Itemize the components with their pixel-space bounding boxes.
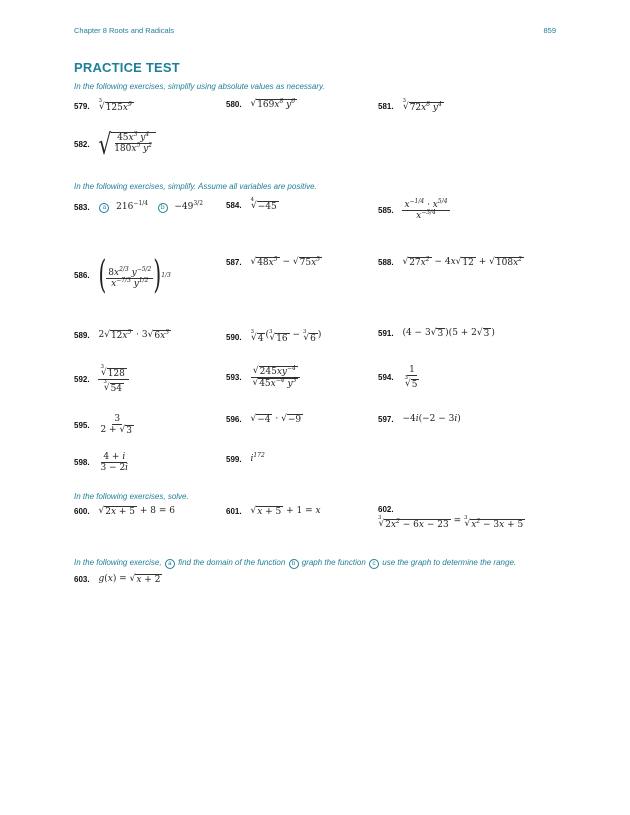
- problem-number: 595.: [74, 420, 90, 430]
- problem-591: [378, 328, 495, 339]
- math-expression: 2 √ $12x^5$ · 3 √ $6x^3$: [98, 329, 170, 341]
- part-c-marker: c: [369, 559, 379, 569]
- math-expression: −4i(−2 − 3i): [402, 414, 461, 424]
- math-expression: 3 2 + √ 3: [100, 414, 132, 436]
- problem-number: 603.: [74, 575, 90, 584]
- math-expression: (4 − 3 √ 3 )(5 + 2 √ 3 ): [402, 328, 495, 339]
- problem-586: [74, 251, 171, 297]
- math-expression: $\frac{x^{-1/4} \cdot x^{5/4}}{x^{-3/4}}$: [404, 198, 448, 221]
- problem-602: [378, 505, 525, 530]
- problem-582: [74, 127, 156, 161]
- instruction-text: use the graph to determine the range.: [382, 558, 517, 567]
- problem-583: [74, 202, 203, 213]
- problem-number: 598.: [74, 458, 90, 467]
- problem-number: 591.: [378, 329, 394, 338]
- problem-number: 594.: [378, 373, 394, 382]
- problem-593: [226, 366, 300, 389]
- math-expression: 4 √ −45: [250, 197, 277, 212]
- problem-number: 588.: [378, 258, 394, 267]
- math-expression: √ $48x^5$ − √ $75x^5$: [250, 256, 320, 268]
- part-a-marker: a: [165, 559, 175, 569]
- problem-number: 589.: [74, 331, 90, 340]
- problem-number: 601.: [226, 507, 242, 516]
- problem-number: 579.: [74, 101, 90, 111]
- problem-number: 580.: [226, 100, 242, 109]
- problem-number: 582.: [74, 139, 90, 149]
- problem-number: 584.: [226, 200, 242, 210]
- problem-599: [226, 454, 265, 465]
- problem-number: 592.: [74, 375, 90, 384]
- problem-579: [74, 99, 134, 113]
- math-expression: √ 2x + 5 + 8 = 6: [98, 506, 176, 517]
- chapter-header: Chapter 8 Roots and Radicals: [74, 26, 175, 35]
- problem-number: 585.: [378, 206, 394, 215]
- problem-598: [74, 452, 130, 473]
- problem-number: 590.: [226, 332, 242, 342]
- part-b-marker: b: [158, 203, 168, 213]
- math-expression: 3 √ $2x^2 - 6x - 23$ = 3 √ $x^2 - 3x + 5$: [378, 515, 524, 530]
- problem-596: [226, 414, 303, 425]
- math-expression: √ $245xy^{-4}$ √ $45x^{-4}$ $y^3$: [250, 366, 300, 389]
- math-expression: g(x) = √ x + 2: [98, 574, 161, 585]
- instruction-text: graph the function: [301, 558, 366, 567]
- problem-580: [226, 99, 297, 110]
- part-a-marker: a: [99, 203, 109, 213]
- math-expression: $i^{172}$: [250, 452, 265, 464]
- problem-number: 597.: [378, 414, 394, 424]
- problem-592: [74, 365, 129, 394]
- problem-590: [226, 330, 321, 344]
- problem-number: 600.: [74, 507, 90, 516]
- instruction-text: In the following exercise,: [74, 558, 162, 567]
- problem-603: [74, 574, 162, 585]
- problem-number: 586.: [74, 271, 90, 280]
- problem-588: [378, 257, 524, 268]
- math-expression: √ x + 5 + 1 = x: [250, 506, 321, 517]
- problem-600: [74, 506, 175, 517]
- problem-589: [74, 330, 171, 341]
- problem-number: 602.: [378, 505, 394, 514]
- math-expression: 1 3 √ 5: [404, 365, 418, 390]
- math-expression: √ $169x^8$ $y^6$: [250, 98, 296, 110]
- problem-595: [74, 414, 136, 436]
- instruction-graph: [74, 558, 516, 569]
- math-expression: √ −4 · √ −9: [250, 414, 302, 425]
- problem-601: [226, 506, 321, 517]
- problem-number: 596.: [226, 415, 242, 424]
- instruction-positive: In the following exercises, simplify. Assume all variables are positive.: [74, 182, 317, 191]
- instruction-text: find the domain of the function: [178, 558, 286, 567]
- problem-number: 599.: [226, 454, 242, 464]
- part-b-marker: b: [289, 559, 299, 569]
- problem-number: 587.: [226, 258, 242, 267]
- math-expression: 3 √ $125x^9$: [98, 98, 132, 113]
- math-expression: $\frac{4 + i}{3 - 2i}$: [100, 452, 129, 473]
- problem-597: [378, 414, 461, 425]
- problem-585: [378, 200, 450, 221]
- page-title: PRACTICE TEST: [74, 60, 180, 75]
- instruction-absolute: In the following exercises, simplify using absolute values as necessary.: [74, 82, 325, 91]
- math-expression: 3 √ 128 3 √ 54: [98, 365, 128, 394]
- math-expression: √ $27x^2$ − 4x √ 12 + √ $108x^2$: [402, 256, 522, 268]
- math-expression: a $216^{-1/4}$ $b -49^{3/2}$: [98, 202, 203, 213]
- problem-number: 583.: [74, 203, 90, 212]
- problem-587: [226, 257, 322, 268]
- math-expression: √ $\frac{45x^3 y^4}{180x^5 y^2}$: [98, 132, 156, 156]
- instruction-solve: In the following exercises, solve.: [74, 492, 189, 501]
- problem-number: 593.: [226, 373, 242, 382]
- problem-581: [378, 99, 444, 113]
- math-expression: 3 √ 4 ( 3 √ 16 − 3 √ 6 ): [250, 329, 322, 344]
- problem-number: 581.: [378, 101, 394, 111]
- page-number: 859: [543, 26, 556, 35]
- problem-594: [378, 365, 421, 390]
- problem-584: [226, 198, 279, 212]
- math-expression: 3 √ $72x^8$ $y^4$: [402, 98, 442, 113]
- math-expression: ( $\frac{8x^{2/3} y^{-5/2}}{x^{-7/3} y^{1/2}}$ )$^{1/3}$: [98, 251, 171, 297]
